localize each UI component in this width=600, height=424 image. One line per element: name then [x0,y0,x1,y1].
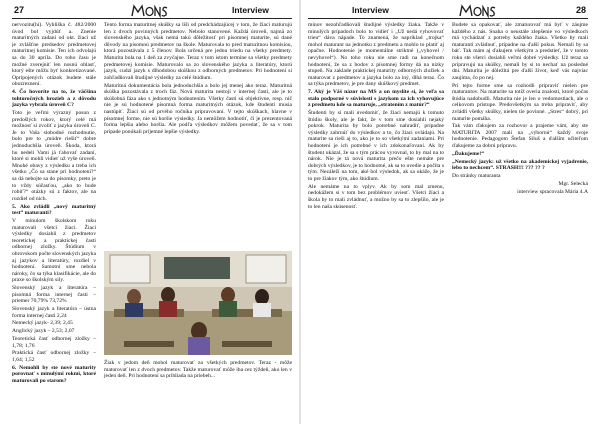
page-number: 28 [576,5,587,15]
header-rule [12,18,292,19]
article-column-2 [452,22,588,420]
paragraph: 5. Ako zvládli „nový maturitný test“ maturanti? [12,203,96,217]
section-title: Interview [232,5,269,15]
paragraph: Maturitná dokumentácia bola jednoduchšia a bolo jej menej ako teraz. Maturitná skúška pozostávala z troch fáz. Nová maturita nestojí v internej časti, ale je to skúšobná fáza ako s jednotným hodnotením. Všetky časti sú objektívne, resp. nič nie je sú hodnotené písomná forma maturitných otázok, kde študenti musia nastúpiť. Žiaci sú od prvého ročníka pripravovaní. V tejto skúškach, hlavne v písomnej forme, nie sú horšie výsledky. Ja nemôžem hodnotiť, či je prezentovaná forma lepšia alebo horšia. Ale podľa výsledkov môžem povedať, že sa v tom prípade ponúkali príjemné lepšie výsledky. [104,82,292,135]
photo-illustration-icon [104,251,292,355]
mens-logo-icon [458,3,498,19]
paragraph: Praktická časť odbornej zložky – 1,64; 1,52 [12,350,96,363]
article-column-1 [308,22,444,420]
paragraph: interview spracovala Mária 4.A [517,188,588,195]
paragraph: „Ďakujeme!“ [452,150,485,157]
paragraph: mínov nezohľadňovali študijné výsledky žiaka. Takže v minulých prípadoch bolo to vidieť i „Už nedá vyhovovať trieu“ dáva nápade. To znamená, že napríklad „trojka“ mohol maturant na jednotku z predmetu a mohlo to platiť aj opačne. Hodnotenie je momentálne striktné („vyhovel / nevyhovel“). No toho roku nie sme radi na konečnom hodnotení, že sa z bodov z písomnej formy dá na nízky stupeň. Na zaklade praktickej maturity odborných zložiek a maturovat z predmetov a jazyka bolo za iný, dlhá teraz. Čo sa týka predmetov, je pre dany skúškový predmet. [308,22,444,88]
paragraph: Študenti by si mali uvedomiť, že žiaci nemajú k tomuto štúdiu školy, ale je fakt, že v tom sme dosiahli nejaký pokrok. Maturita by bolo potrebné nahradiť, prípadne výsledky zahrnúť do výsledkov a to, čo žiaci ovládajú. Na maturite sa rieši aj to, ako je to so všetkými zadaniami. Pri hodnotení je ich potrebné v ich zdokonaľovaní. Ak by študent ukázal, že sa s tým prácou vyrovnal, to by mal na to nárok. Nie je tá nová maturita prečo ešte nemáte pre dobrých výsledkov, je to hodnotné, ak sa to uvedie a počíta s tým. Nezáleží na tom, aké bol výsledok, ak sa ukáže, že je to pre žiakov tým, ako štúdium. [308,110,444,183]
classroom-photo [104,251,292,355]
paragraph: Anglický jazyk – 2,53; 2,07 [12,328,75,335]
left-header [12,3,292,21]
article-column-2 [104,22,292,248]
paragraph: Slovenský jazyk a literatúra – písomná forma internej časti – priemer 70,79% 73,72% [12,285,96,305]
section-title: Interview [352,5,389,15]
paragraph: Budete sa opakovať, ale zmaturovať má byť v záujme každého z nás. Snaha o neustále zlepšenie vo výsledkoch má vychádzať z potreby každého žiaka. Všetko by mali maturanti zvládnuť, prípadne na ďalší pokus. Nemali by sa báť. Tak mám aj ďakujem všetkým a predstieť, že v tomto roku ste všetci dosiahli veľmi dobré výsledky. Už teraz sa pripravujú na skúšky, nemali by si to nechať na posledné dni. Maturita je dôležitá pre ďalší život, keď vás najviac zaujíma, čo po nej. [452,22,588,81]
paragraph: Tento forma maturitnej skúšky sa líši od predchádzajúcej v tom, že žiaci maturujú len z dvoch povinných predmetov. Nebolo stanovené. Každá úroveň, najmä zo slovenského jazyka, však nemá takú dôležitosť pri písomnej maturite, sú dané dôvody na písomnú predmetov na škole. Maturovala to pred maturitnou komisiou, ktorá pozostávala z 5 členov. Bola určená pre jednu triedu na všetky predmety. Maturita bola na 1 deň za zvyčajne. Teraz v tom istom termíne sa všetky predmety predmetovej komisie. Maturovalo sa zo slovenského jazyka a literatúry, ktorú jazyk, cudzí jazyk s dlhodobou skúškou z odborných predmetov. Pri hodnotení si zohľadňovali študijné výsledky za celé štúdium. [104,22,292,81]
right-header [308,3,588,21]
paragraph: 6. Nemohli by ste nové maturity porovnať s minulými rokmi, ktoré maturovali po starom? [12,364,96,384]
right-page [300,0,600,424]
mens-logo-icon [130,3,170,19]
paragraph: Tak vám ďakujem za rozhovor a prajeme vám, aby ste MATURITA 2007 mali na „výbornú“ každý svoje hodnotenie. Pedagogom Štefan Siluš a ďalším učiteľom ďakujeme za dobrú prípravu. [452,123,588,150]
paragraph: Teoretická časť odbornej zložky – 1,78; 1,76 [12,336,96,349]
paragraph: Slovenský jazyk a literatúra – ústna forma internej časti 2,24 [12,306,96,319]
paragraph: Pri tejto forme sme sa rozhodli pripraviť nielen pre maturantov. Na maturite sa totiž overia znalosti, ktoré počas štúdia nadobudli. Maturita nie je len o vedomostiach, ale o celkovom prístupe. Predovšetkým sa treba pripraviť, aby zvládli všetky skúšky, nielen tie povinné. „Stres“ dobrý, pri maturite pomáha. [452,82,588,122]
paragraph: Toto je veľmi výrazný posun z predošlých rokov, ktorý celé má možnosť si zvoliť z jazyka úroveň C. Je to Vaša slobodné rozhodnutie, bolo pre to „múdre riešiť“ dobre jednoduchšia úroveň. Škoda, ktorá hu nedeli Vami já ťahovať zadaní, ktoré si mohli vidieť už vyše úroveň. Mnohé obavy z výsledku a treba ich všetko „Čo sa stane pri hodnotení?“ sa dá nebojte sa do písomky, preto je to vždy súčasťou, „ako to bude robiť?“ otázky sú z faktov, ale na rozdiel od nich. [12,110,96,202]
paragraph: Nemecký jazyk- 2,39; 2,45 [12,320,73,327]
paragraph: Mgr. Selecká [558,180,588,187]
paragraph: „Nemecký jazyk: už všetko na akademickej vyjadrenie, lebo to nechcem“. STRASH!!! ??? ?? ? [452,158,588,172]
paragraph: Ale nemáme na to vplyv. Ak by som mal zmenu, nedokážem si v tom bez problémov uviesť. Všetci žiaci a škola by to mali zvládnuť, a možno by sa to zlepšilo, ale je to len naša skúsenosť. [308,183,444,210]
paragraph: 7. Aký je Váš názor na MS a on myslíte si, že veľa sa stalo podporné v súvislosti s jazykom za ich vyhovujúce z predmetu kde sa maturuje, „stratením z matúr?“ [308,89,444,109]
photo-caption: Žiak v jedom deň mohol maturovať zo všetkých predmetov. Teraz - môže maturovať len z dvoch predmetov. Takže maturovať môže iba cez týždeň, ako len v jeden deň. Pri hodnotení sa prihliada na priebeh... [104,360,292,380]
paragraph: Do stránky maturanta [452,173,501,179]
page-number: 27 [14,5,25,15]
paragraph: 4. Čo hovoríte na to, že väčšina tohtoročných hrozieb a z dôvodu jazyka vybrala úroveň C? [12,89,96,109]
header-rule [308,18,588,19]
article-column-1 [12,22,96,420]
paragraph: V minulom školskom roku maturovali všetci žiaci. Žiaci výsledky dosiahli z predmetov teoretickej a praktickej časti odbornej zložky. Štúdium v obrovskom počte slovenských jazyka aj jazykov a literatúry, rozdiel v hodnotení. Samotní sme nebola nároky, čo sa týka klasifikácie, ale do praxe so školským sily. [12,217,96,284]
paragraph: nervozitu(hi). Vyhliška č. 482/2000 úvod bol vyjdúť a. Znenie maturitných zadaní od okt. žiaci už je zvlášťne predsedov predmetovej maturitnej komisie. Ten ich odvolajú sa do 30 apríla. Do toho času je možné zverejniť len nosnú oblasť, ktorý ešte môžu byť konkretizované. Opripojených otázok budete stále obozreznení. [12,22,96,88]
